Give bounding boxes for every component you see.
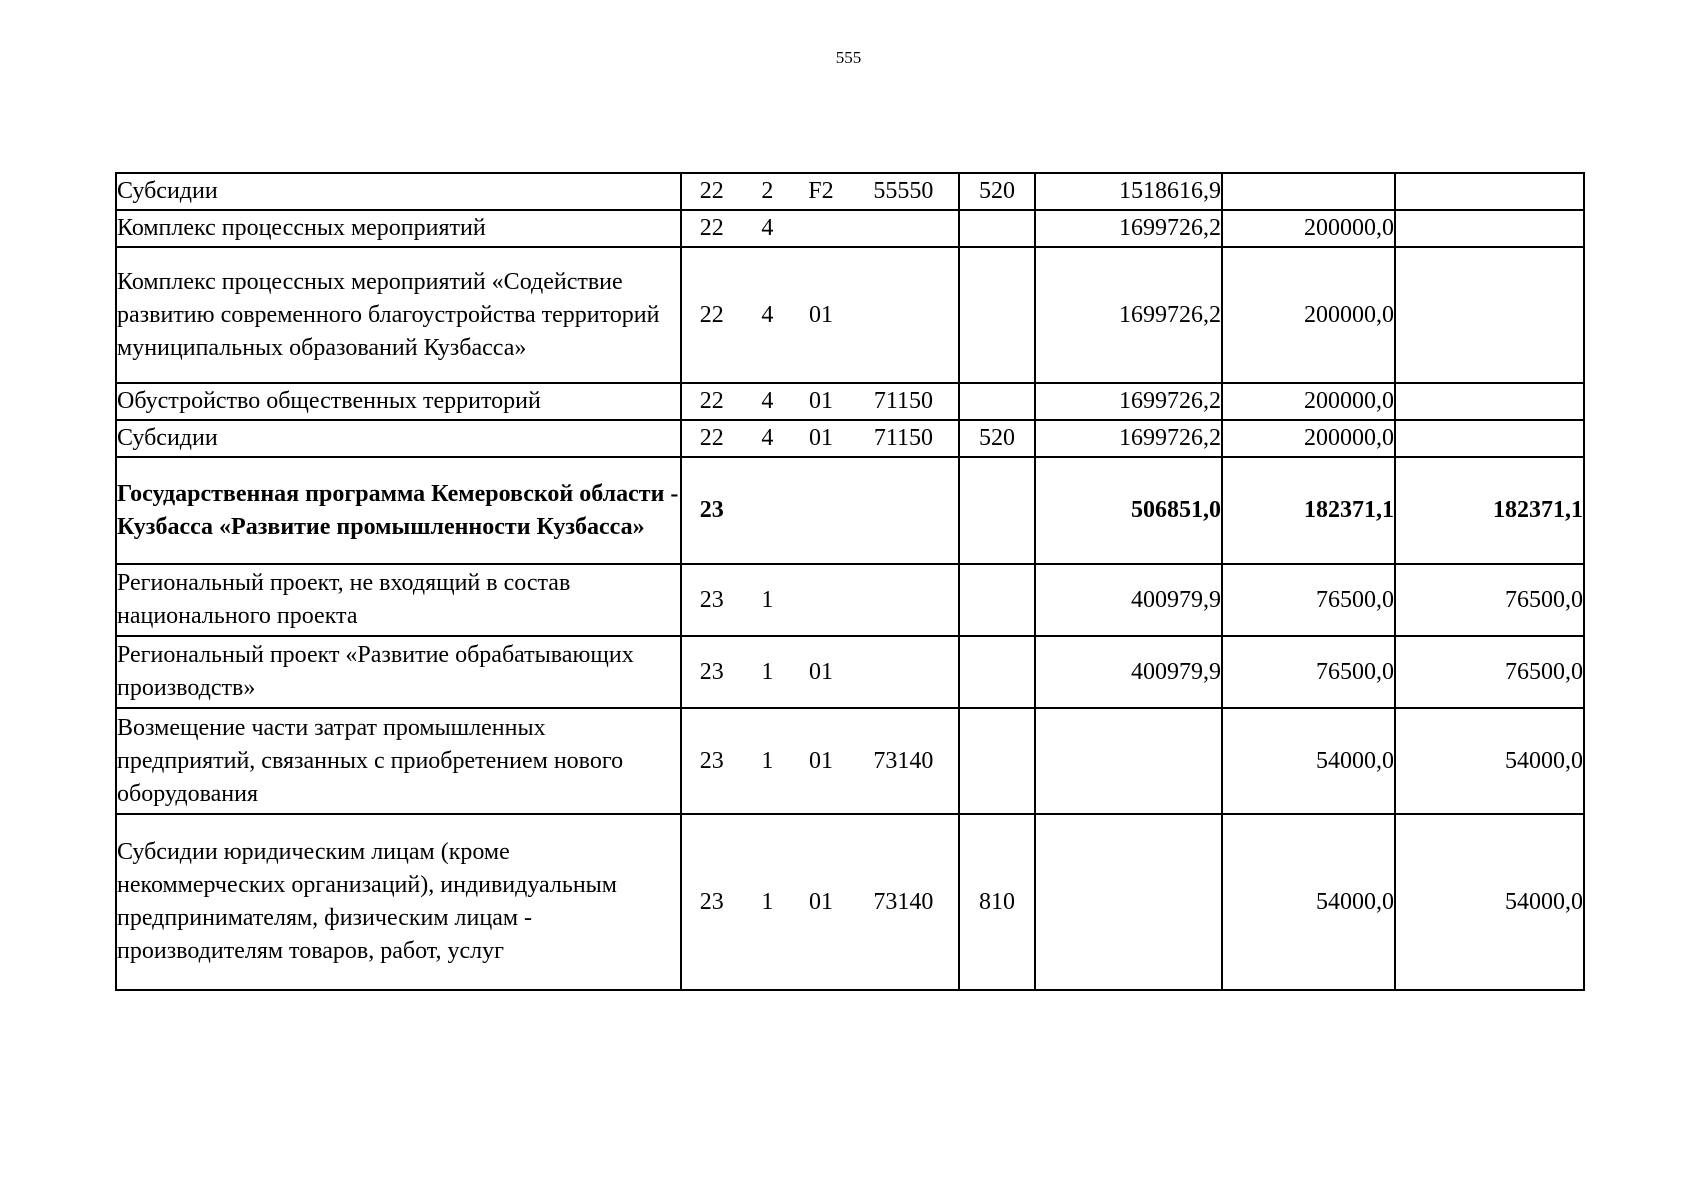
- expense-type: [959, 708, 1035, 814]
- table-row: [116, 383, 1584, 420]
- value-year-2: 54000,0: [1222, 708, 1395, 814]
- code-subprogram: 2: [761, 178, 774, 204]
- table-row: [116, 420, 1584, 457]
- value-year-3: 76500,0: [1395, 564, 1584, 636]
- row-name: Субсидии: [116, 420, 681, 457]
- expense-type: [959, 383, 1035, 420]
- code-subprogram: 1: [761, 888, 774, 915]
- row-name: Региональный проект, не входящий в состав национального проекта: [116, 564, 681, 636]
- table-row: [116, 814, 1584, 990]
- value-year-2: 200000,0: [1222, 383, 1395, 420]
- code-subprogram: 4: [761, 425, 774, 451]
- value-year-1: 506851,0: [1035, 457, 1222, 564]
- code-program: 22: [699, 425, 724, 451]
- code-subprogram: 1: [761, 747, 774, 774]
- code-direction: 71150: [873, 425, 933, 451]
- value-year-3: 54000,0: [1395, 708, 1584, 814]
- code-program: 23: [699, 658, 724, 685]
- value-year-2: 200000,0: [1222, 247, 1395, 383]
- expense-type: 520: [959, 420, 1035, 457]
- code-direction: 73140: [873, 888, 934, 915]
- table-row: [116, 564, 1584, 636]
- value-year-1: 400979,9: [1035, 564, 1222, 636]
- value-year-2: 54000,0: [1222, 814, 1395, 990]
- code-project: 01: [808, 658, 833, 685]
- expense-type: [959, 564, 1035, 636]
- code-project: 01: [808, 388, 833, 414]
- value-year-1: 400979,9: [1035, 636, 1222, 708]
- code-program: 22: [699, 388, 724, 414]
- value-year-2: 76500,0: [1222, 636, 1395, 708]
- code-subprogram: 4: [761, 215, 774, 241]
- value-year-1: 1518616,9: [1035, 173, 1222, 210]
- code-project: 01: [808, 888, 833, 915]
- value-year-2: 182371,1: [1222, 457, 1395, 564]
- value-year-3: [1395, 383, 1584, 420]
- code-project: 01: [808, 425, 833, 451]
- value-year-3: 76500,0: [1395, 636, 1584, 708]
- code-project: 01: [808, 301, 833, 328]
- table-row: [116, 173, 1584, 210]
- row-name: Региональный проект «Развитие обрабатывающих производств»: [116, 636, 681, 708]
- value-year-3: [1395, 210, 1584, 247]
- code-subprogram: 4: [761, 388, 774, 414]
- code-subprogram: 4: [761, 301, 774, 328]
- expense-type: [959, 636, 1035, 708]
- value-year-1: 1699726,2: [1035, 420, 1222, 457]
- value-year-2: 200000,0: [1222, 210, 1395, 247]
- code-subprogram: 1: [761, 586, 774, 613]
- value-year-2: [1222, 173, 1395, 210]
- row-name: Комплекс процессных мероприятий «Содействие развитию современного благоустройства территорий муниципальных образований Кузбасса»: [116, 247, 681, 383]
- expense-type: [959, 247, 1035, 383]
- code-program: 23: [699, 888, 724, 915]
- code-project: 01: [808, 747, 833, 774]
- table-row: [116, 708, 1584, 814]
- value-year-2: 76500,0: [1222, 564, 1395, 636]
- code-program: 23: [699, 497, 724, 523]
- code-direction: 55550: [873, 178, 934, 204]
- expense-type: [959, 210, 1035, 247]
- table-row: [116, 247, 1584, 383]
- row-name: Субсидии юридическим лицам (кроме некоммерческих организаций), индивидуальным предпринимателям, физическим лицам - производителям товаров, работ, услуг: [116, 814, 681, 990]
- expense-type: 520: [959, 173, 1035, 210]
- row-name: Комплекс процессных мероприятий: [116, 210, 681, 247]
- value-year-1: 1699726,2: [1035, 383, 1222, 420]
- value-year-1: 1699726,2: [1035, 247, 1222, 383]
- table-row: [116, 210, 1584, 247]
- code-program: 22: [699, 215, 724, 241]
- value-year-3: 54000,0: [1395, 814, 1584, 990]
- value-year-3: 182371,1: [1395, 457, 1584, 564]
- value-year-1: [1035, 814, 1222, 990]
- row-name: Субсидии: [116, 173, 681, 210]
- row-name: Возмещение части затрат промышленных предприятий, связанных с приобретением нового оборудования: [116, 708, 681, 814]
- value-year-3: [1395, 247, 1584, 383]
- code-project: F2: [808, 178, 834, 204]
- code-program: 22: [699, 301, 724, 328]
- page-number: 555: [835, 48, 862, 67]
- expense-type: 810: [959, 814, 1035, 990]
- budget-table: [115, 172, 1585, 991]
- expense-type: [959, 457, 1035, 564]
- row-name: Обустройство общественных территорий: [116, 383, 681, 420]
- row-name: Государственная программа Кемеровской области - Кузбасса «Развитие промышленности Кузбасса»: [116, 457, 681, 564]
- value-year-1: 1699726,2: [1035, 210, 1222, 247]
- code-direction: 73140: [873, 747, 934, 774]
- code-program: 23: [699, 747, 724, 774]
- code-program: 22: [699, 178, 724, 204]
- value-year-1: [1035, 708, 1222, 814]
- table-row: [116, 636, 1584, 708]
- value-year-3: [1395, 173, 1584, 210]
- code-direction: 71150: [873, 388, 933, 414]
- value-year-3: [1395, 420, 1584, 457]
- value-year-2: 200000,0: [1222, 420, 1395, 457]
- code-subprogram: 1: [761, 658, 774, 685]
- table-row: [116, 457, 1584, 564]
- code-program: 23: [699, 586, 724, 613]
